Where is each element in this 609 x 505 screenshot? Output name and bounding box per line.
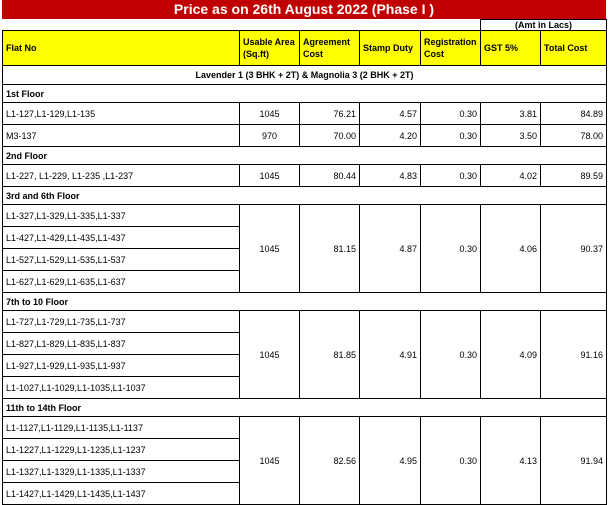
total-cost-cell: 84.89 [541, 103, 607, 125]
table-row [3, 205, 607, 227]
floor-label: 1st Floor [3, 85, 607, 103]
agreement-cost-cell: 80.44 [300, 165, 360, 187]
table-row [3, 165, 607, 187]
header-gst: GST 5% [481, 31, 541, 66]
total-cost-cell: 90.37 [541, 205, 607, 293]
flat-numbers: L1-127,L1-129,L1-135 [3, 103, 240, 125]
header-registration-cost: Registration Cost [421, 31, 481, 66]
table-row [3, 103, 607, 125]
floor-row [3, 399, 607, 417]
stamp-duty-cell: 4.91 [360, 311, 421, 399]
gst-cell: 4.02 [481, 165, 541, 187]
header-row [3, 31, 607, 66]
stamp-duty-cell: 4.20 [360, 125, 421, 147]
agreement-cost-cell: 81.15 [300, 205, 360, 293]
floor-row [3, 187, 607, 205]
agreement-cost-cell: 76.21 [300, 103, 360, 125]
stamp-duty-cell: 4.95 [360, 417, 421, 505]
header-agreement-cost: Agreement Cost [300, 31, 360, 66]
amount-note-row [3, 20, 607, 31]
registration-cost-cell: 0.30 [421, 311, 481, 399]
usable-area-cell: 1045 [240, 165, 300, 187]
flat-numbers: L1-927,L1-929,L1-935,L1-937 [3, 355, 240, 377]
flat-numbers: L1-427,L1-429,L1-435,L1-437 [3, 227, 240, 249]
flat-numbers: L1-1127,L1-1129,L1-1135,L1-1137 [3, 417, 240, 439]
usable-area-cell: 1045 [240, 103, 300, 125]
registration-cost-cell: 0.30 [421, 165, 481, 187]
table-row [3, 125, 607, 147]
agreement-cost-cell: 70.00 [300, 125, 360, 147]
flat-numbers: L1-1227,L1-1229,L1-1235,L1-1237 [3, 439, 240, 461]
gst-cell: 4.13 [481, 417, 541, 505]
usable-area-cell: 970 [240, 125, 300, 147]
flat-numbers: L1-327,L1-329,L1-335,L1-337 [3, 205, 240, 227]
gst-cell: 4.09 [481, 311, 541, 399]
header-total-cost: Total Cost [541, 31, 607, 66]
floor-label: 7th to 10 Floor [3, 293, 607, 311]
total-cost-cell: 91.94 [541, 417, 607, 505]
floor-row [3, 147, 607, 165]
usable-area-cell: 1045 [240, 205, 300, 293]
agreement-cost-cell: 82.56 [300, 417, 360, 505]
project-name: Lavender 1 (3 BHK + 2T) & Magnolia 3 (2 BHK + 2T) [3, 66, 607, 85]
table-row [3, 417, 607, 439]
flat-numbers: L1-1027,L1-1029,L1-1035,L1-1037 [3, 377, 240, 399]
gst-cell: 4.06 [481, 205, 541, 293]
header-stamp-duty: Stamp Duty [360, 31, 421, 66]
flat-numbers: L1-227, L1-229, L1-235 ,L1-237 [3, 165, 240, 187]
stamp-duty-cell: 4.83 [360, 165, 421, 187]
total-cost-cell: 89.59 [541, 165, 607, 187]
flat-numbers: L1-1427,L1-1429,L1-1435,L1-1437 [3, 483, 240, 505]
floor-row [3, 85, 607, 103]
price-table-body [3, 20, 607, 505]
gst-cell: 3.81 [481, 103, 541, 125]
flat-numbers: L1-1327,L1-1329,L1-1335,L1-1337 [3, 461, 240, 483]
flat-numbers: L1-527,L1-529,L1-535,L1-537 [3, 249, 240, 271]
gst-cell: 3.50 [481, 125, 541, 147]
registration-cost-cell: 0.30 [421, 417, 481, 505]
flat-numbers: L1-627,L1-629,L1-635,L1-637 [3, 271, 240, 293]
stamp-duty-cell: 4.57 [360, 103, 421, 125]
registration-cost-cell: 0.30 [421, 205, 481, 293]
usable-area-cell: 1045 [240, 311, 300, 399]
flat-numbers: L1-727,L1-729,L1-735,L1-737 [3, 311, 240, 333]
table-row [3, 311, 607, 333]
usable-area-cell: 1045 [240, 417, 300, 505]
amount-note: (Amt in Lacs) [481, 20, 607, 31]
project-row [3, 66, 607, 85]
stamp-duty-cell: 4.87 [360, 205, 421, 293]
header-flat-no: Flat No [3, 31, 240, 66]
header-usable-area: Usable Area (Sq.ft) [240, 31, 300, 66]
total-cost-cell: 78.00 [541, 125, 607, 147]
floor-label: 3rd and 6th Floor [3, 187, 607, 205]
flat-numbers: L1-827,L1-829,L1-835,L1-837 [3, 333, 240, 355]
floor-row [3, 293, 607, 311]
floor-label: 11th to 14th Floor [3, 399, 607, 417]
flat-numbers: M3-137 [3, 125, 240, 147]
registration-cost-cell: 0.30 [421, 103, 481, 125]
total-cost-cell: 91.16 [541, 311, 607, 399]
price-table [2, 19, 607, 505]
agreement-cost-cell: 81.85 [300, 311, 360, 399]
floor-label: 2nd Floor [3, 147, 607, 165]
page-title: Price as on 26th August 2022 (Phase I ) [2, 0, 606, 19]
registration-cost-cell: 0.30 [421, 125, 481, 147]
